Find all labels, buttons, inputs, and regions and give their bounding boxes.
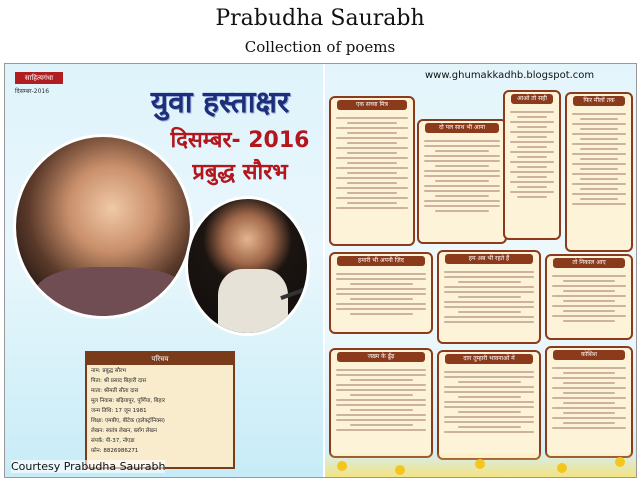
poet-portrait-photo <box>13 134 193 319</box>
bio-line: जन्म तिथि: 17 जून 1981 <box>91 408 147 414</box>
poem-box <box>437 350 541 460</box>
poem-box <box>545 346 633 458</box>
blog-url: www.ghumakkadhb.blogspot.com <box>425 70 595 81</box>
bio-line: नाम: प्रबुद्ध सौरभ <box>91 368 127 374</box>
flower-decoration <box>325 451 637 478</box>
poem-box <box>329 96 415 246</box>
poem-title: कोशिश <box>553 350 625 360</box>
bio-line: पिता: श्री प्रसाद बिहारी दास <box>91 378 147 384</box>
bio-line: शिक्षा: एमबीए, बीटेक (इलेक्ट्रॉनिक्स) <box>91 418 165 424</box>
magazine-logo: साहित्यगंधा <box>15 72 63 84</box>
page-title: Prabudha Saurabh <box>215 6 425 31</box>
poem-title: जख़्म के ढूँढ़ <box>337 352 425 362</box>
poem-box <box>329 252 433 334</box>
bio-box <box>85 351 235 469</box>
bio-heading: परिचय <box>87 353 233 365</box>
bio-line: लेखन: स्वतंत्र लेखन, ब्लॉग लेखन <box>91 428 157 434</box>
magazine-date: दिसम्बर-2016 <box>15 88 50 95</box>
poem-title: आओ तो सही <box>511 94 553 104</box>
issue-date: दिसम्बर- 2016 <box>170 128 310 153</box>
courtesy-caption: Courtesy Prabudha Saurabh <box>11 460 166 473</box>
magazine-spread <box>4 63 637 478</box>
bio-line: फ़ोन: 8826986271 <box>91 448 139 454</box>
bio-line: मूल निवास: बढ़ियापुर, पूर्णिया, बिहार <box>91 398 165 404</box>
poem-box <box>329 348 433 458</box>
poem-box <box>545 254 633 340</box>
poem-title: हम अब भी रहते हैं <box>445 254 533 264</box>
poem-title: फिर मीलों तक <box>573 96 625 106</box>
poem-title: दाग़ तुम्हारी भावनाओं में <box>445 354 533 364</box>
poem-title: हमारी भी अपनी ज़िद <box>337 256 425 266</box>
left-page <box>5 64 323 478</box>
poem-box <box>503 90 561 240</box>
page-subtitle: Collection of poems <box>244 38 396 56</box>
bio-line: माता: श्रीमती सीता दास <box>91 388 139 394</box>
poem-title: एक सच्चा मित्र <box>337 100 407 110</box>
poem-title: दो पल साथ भी आना <box>425 123 499 133</box>
headline: युवा हस्ताक्षर <box>150 85 290 120</box>
bio-line: संपर्क: पी-37, नोएडा <box>91 438 135 444</box>
poem-box <box>417 119 507 244</box>
poem-box <box>565 92 633 252</box>
right-page <box>325 64 637 478</box>
poet-performing-photo <box>185 196 310 336</box>
poem-title: तो निकाल आए <box>553 258 625 268</box>
poet-name: प्रबुद्ध सौरभ <box>192 160 288 185</box>
poem-box <box>437 250 541 344</box>
